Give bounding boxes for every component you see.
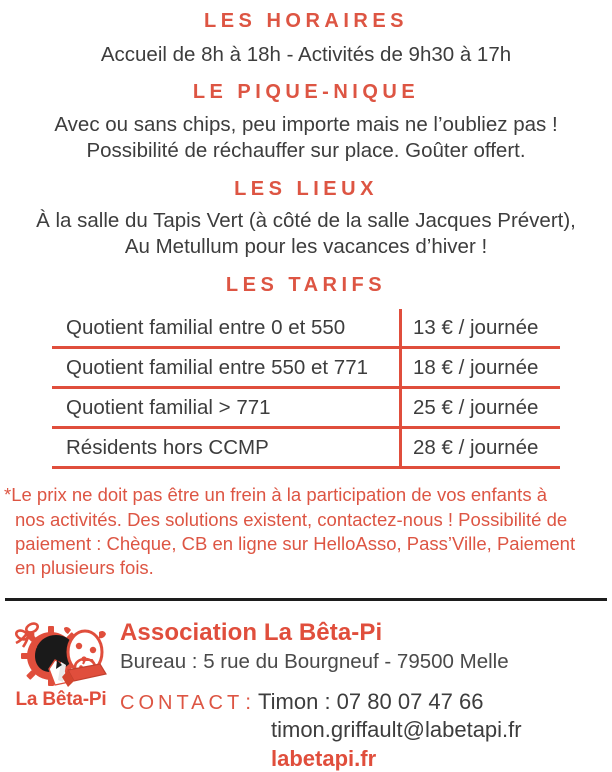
footer-divider <box>5 598 607 601</box>
pique-nique-line-1: Avec ou sans chips, peu importe mais ne l’oubliez pas ! <box>54 113 558 137</box>
section-pique-nique <box>0 80 612 164</box>
cow-mascot-icon <box>13 620 109 688</box>
association-name: Association La Bêta-Pi <box>120 618 383 646</box>
tariff-label: Quotient familial > 771 <box>66 395 271 419</box>
section-heading-tarifs: LES TARIFS <box>225 274 387 297</box>
tariff-label: Résidents hors CCMP <box>66 435 269 459</box>
section-heading-horaires: LES HORAIRES <box>203 10 409 32</box>
table-row <box>52 349 560 389</box>
table-row <box>52 429 560 469</box>
tariff-price: 28 € / journée <box>413 435 539 459</box>
logo-wordmark: La Bêta-Pi <box>15 688 107 710</box>
contact-separator: : <box>245 690 252 714</box>
tariff-label: Quotient familial entre 550 et 771 <box>66 355 368 379</box>
website-link[interactable]: labetapi.fr <box>271 745 377 771</box>
logo <box>2 617 120 711</box>
footer-text-block <box>120 617 612 772</box>
tariffs-table <box>52 309 560 469</box>
footnote-line-2: nos activités. Des solutions existent, contactez-nous ! Possibilité de <box>15 508 568 530</box>
section-body-horaires <box>0 42 612 68</box>
association-address: Bureau : 5 rue du Bourgneuf - 79500 Melle <box>120 650 509 674</box>
lieux-line-1: À la salle du Tapis Vert (à côté de la salle Jacques Prévert), <box>36 208 576 232</box>
lieux-line-2: Au Metullum pour les vacances d’hiver ! <box>124 234 488 258</box>
section-horaires <box>0 0 612 68</box>
section-tarifs <box>0 273 612 469</box>
pricing-footnote <box>4 483 606 581</box>
horaires-line-1: Accueil de 8h à 18h - Activités de 9h30 à 17h <box>100 43 512 66</box>
tariff-price: 13 € / journée <box>413 315 539 339</box>
tariff-label: Quotient familial entre 0 et 550 <box>66 315 346 339</box>
footnote-line-4: en plusieurs fois. <box>15 557 154 579</box>
contact-email[interactable]: timon.griffault@labetapi.fr <box>271 716 522 742</box>
footnote-line-3: paiement : Chèque, CB en ligne sur HelloAsso, Pass’Ville, Paiement <box>15 532 576 554</box>
table-row <box>52 389 560 429</box>
section-heading-pique-nique: LE PIQUE-NIQUE <box>192 81 420 104</box>
section-body-lieux <box>0 208 612 260</box>
section-body-pique-nique <box>0 112 612 164</box>
footnote-line-1: *Le prix ne doit pas être un frein à la participation de vos enfants à <box>4 484 548 506</box>
contact-label: CONTACT <box>120 691 244 714</box>
section-heading-lieux: LES LIEUX <box>234 177 378 200</box>
tariff-price: 18 € / journée <box>413 355 539 379</box>
contact-block <box>120 689 612 772</box>
footer <box>0 617 612 772</box>
pique-nique-line-2: Possibilité de réchauffer sur place. Goûter offert. <box>86 139 526 163</box>
contact-phone-line <box>120 689 612 715</box>
tariff-price: 25 € / journée <box>413 395 539 419</box>
section-lieux <box>0 177 612 260</box>
contact-phone[interactable]: Timon : 07 80 07 47 66 <box>258 688 484 714</box>
table-row <box>52 309 560 349</box>
